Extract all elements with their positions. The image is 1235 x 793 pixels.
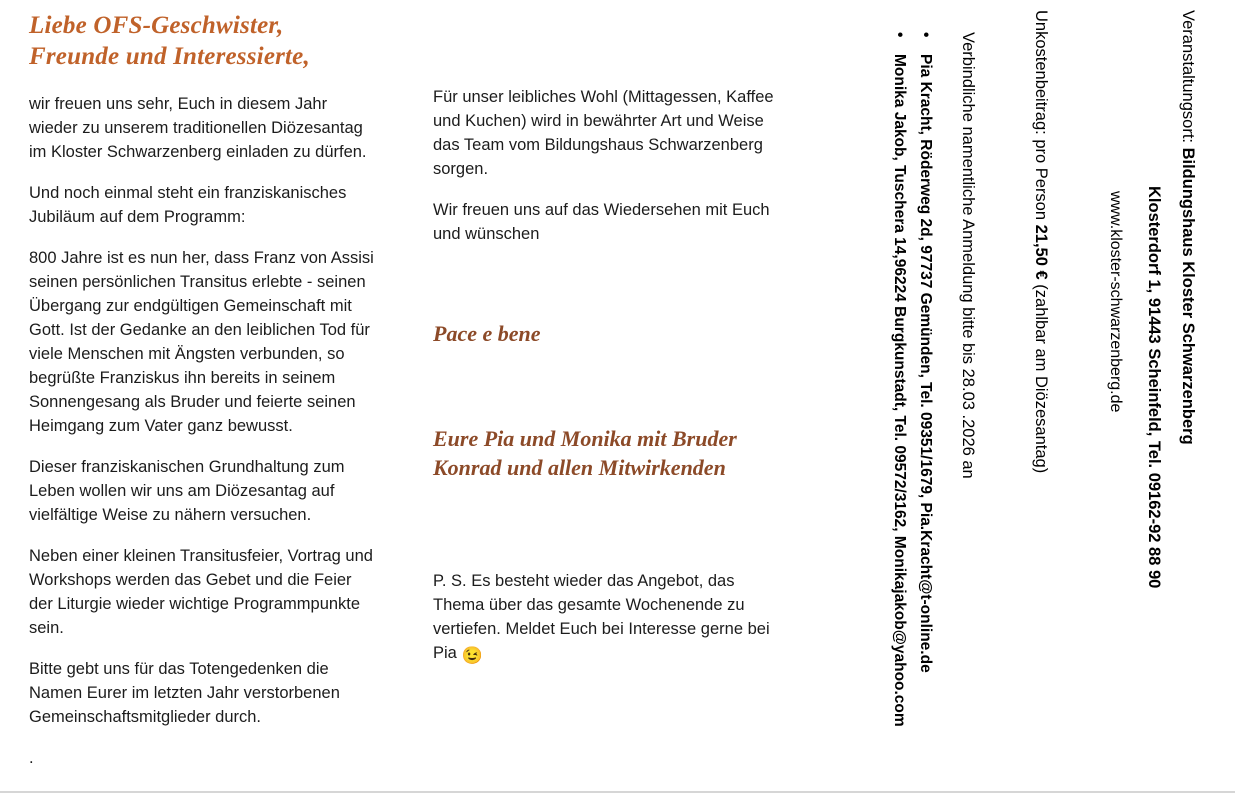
left-paragraph-5: Neben einer kleinen Transitusfeier, Vortrag und Workshops werden das Gebet und die Feier der Liturgie wieder wichtige Programmpunkte sein. (29, 547, 373, 637)
signature-line-2: Konrad und allen Mitwirkenden (433, 455, 726, 480)
left-text-column (29, 10, 374, 770)
venue-label: Veranstaltungsort: (1179, 10, 1197, 148)
venue-website-link[interactable]: www.kloster-schwarzenberg.de (1107, 191, 1124, 413)
contact-list-item-2 (890, 32, 908, 727)
contact-1-text[interactable]: Pia Kracht, Röderweg 2d, 97737 Gemünden, Tel. 09351/1679, Pia.Kracht@t-online.de (917, 54, 934, 673)
salutation-line-1: Liebe OFS-Geschwister, (29, 12, 284, 39)
spacer-before-blessing (433, 263, 783, 319)
venue-line (1178, 10, 1197, 445)
venue-address-line: Klosterdorf 1, 91443 Scheinfeld, Tel. 09162-92 88 90 (1145, 186, 1163, 589)
middle-paragraph-2: Wir freuen uns auf das Wiedersehen mit Euch und wünschen (433, 201, 770, 243)
bullet-icon: • (917, 32, 934, 38)
postscript-block (433, 569, 783, 682)
left-paragraph-3: 800 Jahre ist es nun her, dass Franz von Assisi seinen persönlichen Transitus erlebte - seinen Übergang zur endgültigen Gemeinschaft mit Gott. Ist der Gedanke an den leiblichen Tod für viele Menschen mit Ängsten verbunden, so begrüßte Franziskus ihn bereits in seinem Sonnengesang als Bruder und feierte seinen Heimgang zum Vater ganz bewusst. (29, 249, 374, 435)
contact-2-text[interactable]: Monika Jakob, Tuschera 14,96224 Burgkunstadt, Tel. 09572/3162, Monikajakob@yahoo.com (891, 54, 908, 727)
contact-list-item-1 (916, 32, 934, 673)
fee-amount: 21,50 € (1032, 224, 1050, 280)
left-paragraph-4: Dieser franziskanischen Grundhaltung zum Leben wollen wir uns am Diözesantag auf vielfältige Weise zu nähern versuchen. (29, 458, 345, 524)
postscript-body: P. S. Es besteht wieder das Angebot, das Thema über das gesamte Wochenende zu vertiefen. Meldet Euch bei Interesse gerne bei Pia (433, 572, 770, 662)
fee-note: (zahlbar am Diözesantag) (1032, 279, 1050, 474)
bullet-icon: • (891, 32, 908, 38)
signature-line-1: Eure Pia und Monika mit Bruder (433, 426, 737, 451)
salutation-line-2: Freunde und Interessierte, (29, 43, 310, 70)
salutation-heading (29, 10, 374, 72)
venue-name: Bildungshaus Kloster Schwarzenberg (1179, 147, 1197, 445)
fee-line (1031, 10, 1050, 473)
registration-deadline-line: Verbindliche namentliche Anmeldung bitte bis 28.03 .2026 an (959, 32, 977, 479)
spacer-before-signature (433, 348, 783, 424)
left-paragraph-6: Bitte gebt uns für das Totengedenken die Namen Eurer im letzten Jahr verstorbenen Gemeinschaftsmitglieder durch. (29, 660, 340, 726)
postscript-text (433, 569, 783, 665)
winking-face-emoji: 😉 (461, 646, 483, 665)
blessing-text: Pace e bene (433, 321, 541, 346)
left-paragraph-1: wir freuen uns sehr, Euch in diesem Jahr wieder zu unserem traditionellen Diözesantag im Kloster Schwarzenberg einladen zu dürfen. (29, 95, 367, 161)
middle-text-column (433, 85, 783, 482)
signature-block (433, 424, 783, 482)
middle-paragraph-1: Für unser leibliches Wohl (Mittagessen, Kaffee und Kuchen) wird in bewährter Art und Weise das Team vom Bildungshaus Schwarzenberg sorgen. (433, 88, 774, 178)
left-paragraph-2: Und noch einmal steht ein franziskanisches Jubiläum auf dem Programm: (29, 184, 347, 226)
left-trailing-mark: . (29, 749, 34, 767)
fee-label: Unkostenbeitrag: pro Person (1032, 10, 1050, 225)
